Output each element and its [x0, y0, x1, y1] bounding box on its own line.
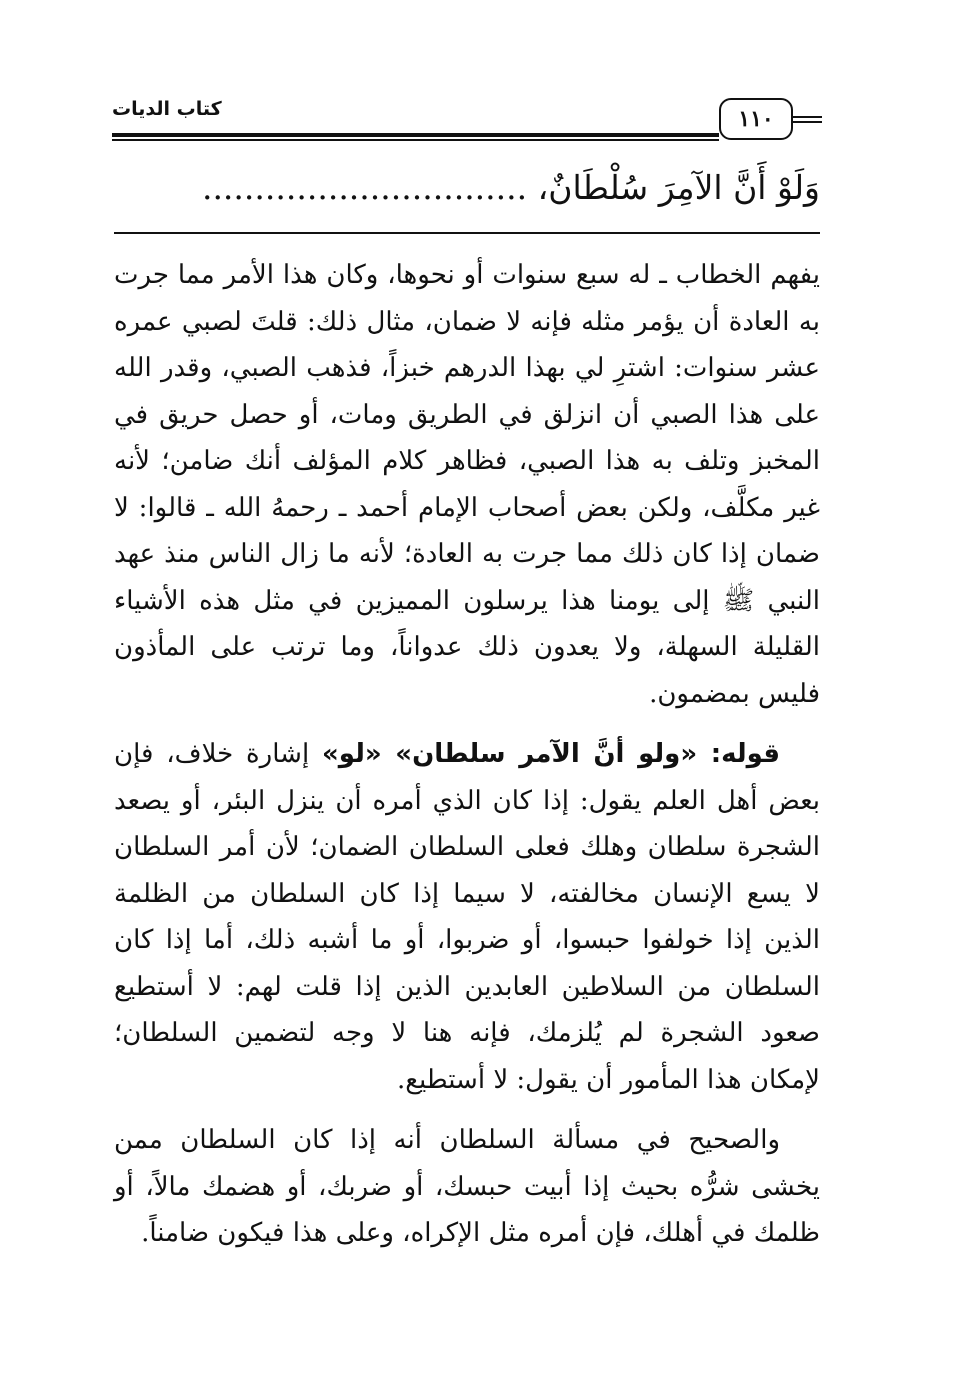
header-rule-thin: [112, 139, 719, 141]
matn-text: وَلَوْ أَنَّ الآمِرَ سُلْطَانٌ، ...............................: [201, 168, 820, 207]
commentary-body: [114, 252, 820, 1271]
quoted-phrase: قوله: «ولو أنَّ الآمر سلطان» «لو»: [322, 739, 780, 769]
paragraph-2: [114, 731, 820, 1103]
header-rule: [791, 116, 822, 118]
header-rule: [791, 121, 822, 123]
book-title: كتاب الديات: [112, 98, 222, 120]
paragraph-2-text: إشارة خلاف، فإن بعض أهل العلم يقول: إذا كان الذي أمره أن ينزل البئر، أو يصعد الشجرة سلطان وهلك فعلى السلطان الضمان؛ لأن أمر السلطان لا يسع الإنسان مخالفته، لا سيما إذا كان السلطان من الظلمة الذين إذا خولفوا حبسوا، أو ضربوا، أو ما أشبه ذلك، أما إذا كان السلطان من السلاطين العابدين الذين إذا قلت لهم: لا أستطيع صعود الشجرة لم يُلزمك، فإنه هنا لا وجه لتضمين السلطان؛ لإمكان هذا المأمور أن يقول: لا أستطيع.: [114, 739, 820, 1095]
header-rule-thick: [112, 133, 719, 137]
paragraph-1: يفهم الخطاب ـ له سبع سنوات أو نحوها، وكان هذا الأمر مما جرت به العادة أن يؤمر مثله فإنه لا ضمان، مثال ذلك: قلتَ لصبي عمره عشر سنوات: اشترِ لي بهذا الدرهم خبزاً، فذهب الصبي، وقدر الله على هذا الصبي أن انزلق في الطريق ومات، أو حصل حريق في المخبز وتلف به هذا الصبي، فظاهر كلام المؤلف أنك ضامن؛ لأنه غير مكلَّف، ولكن بعض أصحاب الإمام أحمد ـ رحمهُ الله ـ قالوا: لا ضمان إذا كان ذلك مما جرت به العادة؛ لأنه ما زال الناس منذ عهد النبي ﷺ إلى يومنا هذا يرسلون المميزين في مثل هذه الأشياء القليلة السهلة، ولا يعدون ذلك عدواناً، وما ترتب على المأذون فليس بمضمون.: [114, 260, 820, 709]
matn-divider: [114, 232, 820, 234]
paragraph-3: والصحيح في مسألة السلطان أنه إذا كان السلطان ممن يخشى شرُّه بحيث إذا أبيت حبسك، أو ضربك، أو هضمك مالاً، أو ظلمك في أهلك، فإن أمره مثل الإكراه، وعلى هذا فيكون ضامناً.: [114, 1125, 820, 1248]
page-header: [112, 88, 822, 148]
page-number: ١١٠: [719, 98, 793, 140]
